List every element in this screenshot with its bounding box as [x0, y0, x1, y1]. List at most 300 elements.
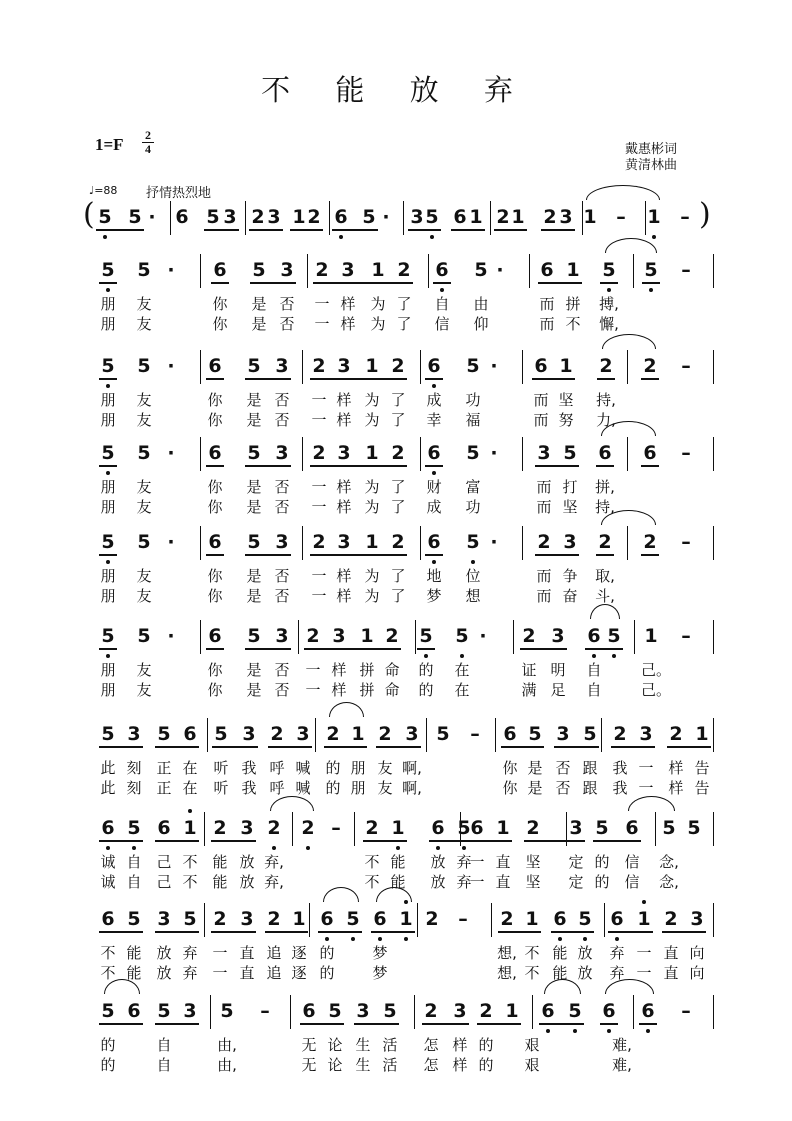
lyric-syllable: 己。 [641, 681, 672, 699]
lyric-syllable: 喊 [295, 759, 311, 777]
lyric-syllable: 明 [550, 661, 566, 679]
note: 6 [320, 908, 334, 930]
lyric-syllable: 朋 [350, 759, 366, 777]
note: 3 [537, 442, 551, 464]
lyric-syllable: 懈, [599, 315, 619, 333]
lyric-syllable: 斗, [595, 587, 615, 605]
note: 2 [213, 908, 227, 930]
lyric-syllable: 一 [636, 964, 652, 982]
lyric-syllable: 放 [239, 873, 255, 891]
lyric-syllable: 样 [336, 498, 352, 516]
lyric-syllable: 位 [465, 567, 481, 585]
close-parenthesis: ) [699, 197, 711, 232]
lyric-syllable: 弃 [182, 964, 198, 982]
lyric-syllable: 持, [596, 391, 616, 409]
bar-line [713, 620, 714, 654]
note: 1 [469, 206, 483, 228]
eighth-underline [304, 648, 401, 650]
bar-line [204, 812, 205, 846]
bar-line [645, 201, 646, 235]
note: 5 [466, 531, 480, 553]
low-octave-dot [106, 288, 110, 292]
note: 2 [315, 259, 329, 281]
lyric-syllable: 放 [156, 944, 172, 962]
note: 1 [644, 625, 658, 647]
low-octave-dot [607, 1029, 611, 1033]
note: 3 [275, 625, 289, 647]
note: 6 [427, 355, 441, 377]
lyric-syllable: 自 [156, 1036, 172, 1054]
lyric-syllable: 朋 [100, 498, 116, 516]
note: 2 [385, 625, 399, 647]
lyric-syllable: 而 [536, 567, 552, 585]
bar-line [420, 526, 421, 560]
lyric-syllable: 不 [565, 315, 581, 333]
lyric-syllable: 一 [311, 587, 327, 605]
eighth-underline [245, 554, 291, 556]
lyric-syllable: 己 [156, 853, 172, 871]
note: 1 [365, 531, 379, 553]
bar-line [245, 201, 246, 235]
note: 5 [457, 817, 471, 839]
note: · [490, 442, 498, 464]
lyric-syllable: 放 [577, 964, 593, 982]
note: 5 [362, 206, 376, 228]
composer-credit: 黄清林曲 [625, 158, 678, 173]
note: 5 [101, 1000, 115, 1022]
lyric-syllable: 能 [552, 964, 568, 982]
bar-line [634, 620, 635, 654]
note: 3 [569, 817, 583, 839]
eighth-underline [593, 840, 641, 842]
lyric-syllable: 艰 [524, 1056, 540, 1074]
lyric-syllable: 向 [689, 964, 705, 982]
lyric-syllable: 刻 [126, 759, 142, 777]
lyric-syllable: 友 [136, 661, 152, 679]
low-octave-dot [339, 235, 343, 239]
note: 1 [496, 817, 510, 839]
eighth-underline [99, 840, 143, 842]
lyric-syllable: 你 [207, 411, 223, 429]
lyric-syllable: 直 [663, 964, 679, 982]
lyric-syllable: 是 [246, 411, 262, 429]
lyric-syllable: 为 [370, 295, 386, 313]
lyric-line [0, 586, 792, 606]
lyric-syllable: 而 [536, 587, 552, 605]
note: 1 [360, 625, 374, 647]
lyric-syllable: 了 [390, 411, 406, 429]
note: 3 [556, 723, 570, 745]
lyric-syllable: 你 [212, 315, 228, 333]
bar-line [532, 995, 533, 1029]
eighth-underline [608, 931, 653, 933]
lyric-syllable: 样 [340, 315, 356, 333]
eighth-underline [433, 282, 451, 284]
bar-line [713, 526, 714, 560]
note: 6 [213, 259, 227, 281]
lyric-line [0, 1035, 792, 1055]
eighth-underline [520, 648, 567, 650]
tie-arc [329, 702, 364, 717]
note: · [167, 355, 175, 377]
lyric-syllable: 你 [207, 498, 223, 516]
eighth-underline [597, 378, 615, 380]
lyric-syllable: 告 [694, 779, 710, 797]
note: 1 [525, 908, 539, 930]
lyric-line [0, 1055, 792, 1075]
lyric-syllable: 不 [182, 873, 198, 891]
eighth-underline [477, 1023, 521, 1025]
note: 1 [183, 817, 197, 839]
lyric-syllable: 拼 [359, 681, 375, 699]
note: 5 [101, 625, 115, 647]
lyric-syllable: 正 [156, 759, 172, 777]
note: 3 [275, 355, 289, 377]
note: 5 [662, 817, 676, 839]
note: 6 [641, 1000, 655, 1022]
lyric-syllable: 艰 [524, 1036, 540, 1054]
note: 5 [214, 723, 228, 745]
lyric-syllable: 自 [586, 681, 602, 699]
lyric-syllable: 否 [279, 315, 295, 333]
lyricist-credit: 戴惠彬词 [625, 142, 678, 157]
note: 5 [583, 723, 597, 745]
note: 5 [346, 908, 360, 930]
note: 3 [639, 723, 653, 745]
lyric-syllable: 坚 [558, 391, 574, 409]
note: 1 [371, 259, 385, 281]
tie-arc [590, 604, 620, 619]
bar-line [713, 254, 714, 288]
lyric-syllable: 告 [694, 759, 710, 777]
lyric-syllable: 逐 [291, 964, 307, 982]
note: 6 [503, 723, 517, 745]
bar-line [354, 812, 355, 846]
lyric-syllable: 样 [340, 295, 356, 313]
lyric-syllable: 是 [251, 295, 267, 313]
eighth-underline [600, 1023, 618, 1025]
tie-arc [270, 796, 314, 811]
lyric-syllable: 的 [418, 681, 434, 699]
lyric-syllable: 样 [668, 759, 684, 777]
bar-line [633, 254, 634, 288]
eighth-underline [535, 465, 579, 467]
note: 2 [664, 908, 678, 930]
note: 5 [101, 442, 115, 464]
lyric-syllable: 生 [355, 1036, 371, 1054]
lyric-syllable: 放 [577, 944, 593, 962]
note: 5 [128, 206, 142, 228]
lyric-syllable: 地 [426, 567, 442, 585]
note: 2 [643, 355, 657, 377]
lyric-syllable: 朋 [100, 411, 116, 429]
lyric-syllable: 你 [207, 587, 223, 605]
lyric-syllable: 友 [377, 759, 393, 777]
note: · [490, 355, 498, 377]
bar-line [415, 620, 416, 654]
lyric-syllable: 了 [390, 391, 406, 409]
bar-line [513, 620, 514, 654]
lyric-syllable: 友 [377, 779, 393, 797]
lyric-syllable: 定 [568, 853, 584, 871]
note: · [490, 531, 498, 553]
note: 6 [175, 206, 189, 228]
lyric-syllable: 想 [465, 587, 481, 605]
lyric-syllable: 幸 [426, 411, 442, 429]
lyric-syllable: 能 [212, 853, 228, 871]
note: – [681, 442, 691, 464]
lyric-syllable: 而 [536, 498, 552, 516]
meter-bottom: 4 [145, 142, 151, 156]
lyric-syllable: 不 [524, 944, 540, 962]
eighth-underline [155, 1023, 199, 1025]
lyric-syllable: 追 [266, 944, 282, 962]
note: 3 [267, 206, 281, 228]
eighth-underline [498, 931, 541, 933]
lyric-syllable: 一 [311, 498, 327, 516]
lyric-syllable: 此 [100, 779, 116, 797]
lyric-syllable: 你 [502, 779, 518, 797]
lyric-syllable: 证 [521, 661, 537, 679]
low-octave-dot [106, 654, 110, 658]
lyric-syllable: 难, [612, 1036, 632, 1054]
lyric-syllable: 是 [246, 567, 262, 585]
bar-line [582, 201, 583, 235]
lyric-syllable: 是 [246, 478, 262, 496]
lyric-syllable: 朋 [100, 567, 116, 585]
lyric-syllable: 弃, [264, 853, 284, 871]
lyric-syllable: 不 [364, 853, 380, 871]
lyric-syllable: 为 [364, 587, 380, 605]
lyric-syllable: 搏, [599, 295, 619, 313]
lyric-line [0, 410, 792, 430]
eighth-underline [99, 282, 117, 284]
lyric-syllable: 朋 [100, 681, 116, 699]
lyric-syllable: 样 [336, 411, 352, 429]
eighth-underline [641, 554, 659, 556]
bar-line [420, 437, 421, 471]
note: 2 [537, 531, 551, 553]
note: 5 [578, 908, 592, 930]
note: 5 [137, 531, 151, 553]
tie-arc [605, 238, 657, 253]
lyric-syllable: 不 [364, 873, 380, 891]
lyric-syllable: 力, [596, 411, 616, 429]
lyric-syllable: 呼 [269, 779, 285, 797]
note: 1 [391, 817, 405, 839]
bar-line [292, 812, 293, 846]
note: 5 [127, 817, 141, 839]
note: 5 [247, 625, 261, 647]
lyric-syllable: 的 [319, 964, 335, 982]
lyric-syllable: 不 [524, 964, 540, 982]
eighth-underline [468, 840, 512, 842]
bar-line [403, 201, 404, 235]
note: 5 [644, 259, 658, 281]
lyric-syllable: 的 [100, 1036, 116, 1054]
note: 5 [563, 442, 577, 464]
note: – [260, 1000, 270, 1022]
note: 5 [247, 531, 261, 553]
lyric-syllable: 友 [136, 478, 152, 496]
lyric-syllable: 放 [430, 873, 446, 891]
bar-line [490, 201, 491, 235]
lyric-syllable: 否 [274, 661, 290, 679]
lyric-syllable: 否 [555, 759, 571, 777]
eighth-underline [541, 229, 575, 231]
bar-line [601, 718, 602, 752]
bar-line [200, 437, 201, 471]
note: – [681, 531, 691, 553]
lyric-syllable: 生 [355, 1056, 371, 1074]
note: 6 [302, 1000, 316, 1022]
low-octave-dot [351, 937, 355, 941]
lyric-syllable: 朋 [100, 587, 116, 605]
lyric-syllable: 否 [274, 391, 290, 409]
note: 5 [101, 355, 115, 377]
note: · [496, 259, 504, 281]
lyric-syllable: 样 [452, 1056, 468, 1074]
key-signature: 1=F [95, 135, 124, 154]
note: 6 [643, 442, 657, 464]
eighth-underline [250, 282, 296, 284]
lyric-syllable: 样 [452, 1036, 468, 1054]
bar-line [315, 718, 316, 752]
note: – [681, 355, 691, 377]
lyric-syllable: 追 [266, 964, 282, 982]
lyric-syllable: 此 [100, 759, 116, 777]
lyric-syllable: 一 [638, 779, 654, 797]
note: 6 [101, 908, 115, 930]
note: 5 [98, 206, 112, 228]
lyric-syllable: 一 [305, 681, 321, 699]
lyric-syllable: 一 [311, 478, 327, 496]
eighth-underline [451, 229, 485, 231]
note: 6 [431, 817, 445, 839]
lyric-syllable: 了 [390, 587, 406, 605]
eighth-underline [204, 229, 239, 231]
eighth-underline [662, 931, 706, 933]
lyric-syllable: 样 [331, 681, 347, 699]
lyric-syllable: 仰 [473, 315, 489, 333]
low-octave-dot [404, 937, 408, 941]
bar-line [290, 995, 291, 1029]
note: 3 [337, 531, 351, 553]
lyric-syllable: 能 [552, 944, 568, 962]
note: 1 [292, 908, 306, 930]
lyric-syllable: 了 [396, 315, 412, 333]
note: 5 [157, 1000, 171, 1022]
lyric-syllable: 为 [370, 315, 386, 333]
note: 5 [528, 723, 542, 745]
note: 6 [598, 442, 612, 464]
eighth-underline [501, 746, 544, 748]
lyric-syllable: 在 [182, 759, 198, 777]
lyric-syllable: 在 [182, 779, 198, 797]
note: 3 [690, 908, 704, 930]
eighth-underline [324, 746, 367, 748]
note: 5 [466, 355, 480, 377]
low-octave-dot [583, 937, 587, 941]
low-octave-dot [272, 846, 276, 850]
note: 2 [251, 206, 265, 228]
lyric-syllable: 命 [384, 661, 400, 679]
low-octave-dot [132, 846, 136, 850]
expression-marking: 抒情热烈地 [146, 186, 212, 201]
note: 5 [101, 259, 115, 281]
lyric-syllable: 能 [212, 873, 228, 891]
bar-line [522, 437, 523, 471]
eighth-underline [290, 229, 323, 231]
note: 6 [208, 442, 222, 464]
lyric-syllable: 弃 [456, 853, 472, 871]
note: 5 [127, 908, 141, 930]
note: 3 [127, 723, 141, 745]
note: 1 [511, 206, 525, 228]
lyric-syllable: 取, [595, 567, 615, 585]
low-octave-dot [652, 235, 656, 239]
lyric-syllable: 想, [497, 964, 517, 982]
lyric-syllable: 弃 [182, 944, 198, 962]
eighth-underline [310, 465, 407, 467]
lyric-syllable: 的 [325, 759, 341, 777]
lyric-syllable: 你 [212, 295, 228, 313]
low-octave-dot [607, 288, 611, 292]
lyric-syllable: 的 [594, 873, 610, 891]
eighth-underline [245, 648, 291, 650]
lyric-syllable: 一 [311, 411, 327, 429]
note: 2 [526, 817, 540, 839]
eighth-underline [596, 554, 614, 556]
eighth-underline [249, 229, 283, 231]
eighth-underline [99, 931, 143, 933]
lyric-syllable: 一 [212, 944, 228, 962]
eighth-underline [318, 931, 362, 933]
note: 2 [391, 531, 405, 553]
lyric-syllable: 放 [156, 964, 172, 982]
lyric-syllable: 正 [156, 779, 172, 797]
lyric-line [0, 477, 792, 497]
note: 5 [595, 817, 609, 839]
lyric-syllable: 我 [241, 779, 257, 797]
note: 6 [427, 531, 441, 553]
lyric-line [0, 778, 792, 798]
note: 2 [425, 908, 439, 930]
note: 2 [397, 259, 411, 281]
note: 1 [292, 206, 306, 228]
lyric-syllable: 一 [311, 567, 327, 585]
lyric-syllable: 梦 [372, 944, 388, 962]
eighth-underline [211, 931, 256, 933]
lyric-syllable: 友 [136, 498, 152, 516]
lyric-syllable: 直 [239, 964, 255, 982]
eighth-underline [611, 746, 655, 748]
bar-line [329, 201, 330, 235]
lyric-syllable: 定 [568, 873, 584, 891]
lyric-syllable: 而 [533, 391, 549, 409]
note: 6 [208, 531, 222, 553]
eighth-underline [155, 931, 199, 933]
note: 5 [419, 625, 433, 647]
lyric-syllable: 活 [382, 1036, 398, 1054]
lyric-syllable: 样 [336, 391, 352, 409]
lyric-syllable: 在 [454, 681, 470, 699]
lyric-syllable: 友 [136, 315, 152, 333]
note: 6 [435, 259, 449, 281]
low-octave-dot [546, 1029, 550, 1033]
note: 3 [332, 625, 346, 647]
eighth-underline [532, 378, 575, 380]
